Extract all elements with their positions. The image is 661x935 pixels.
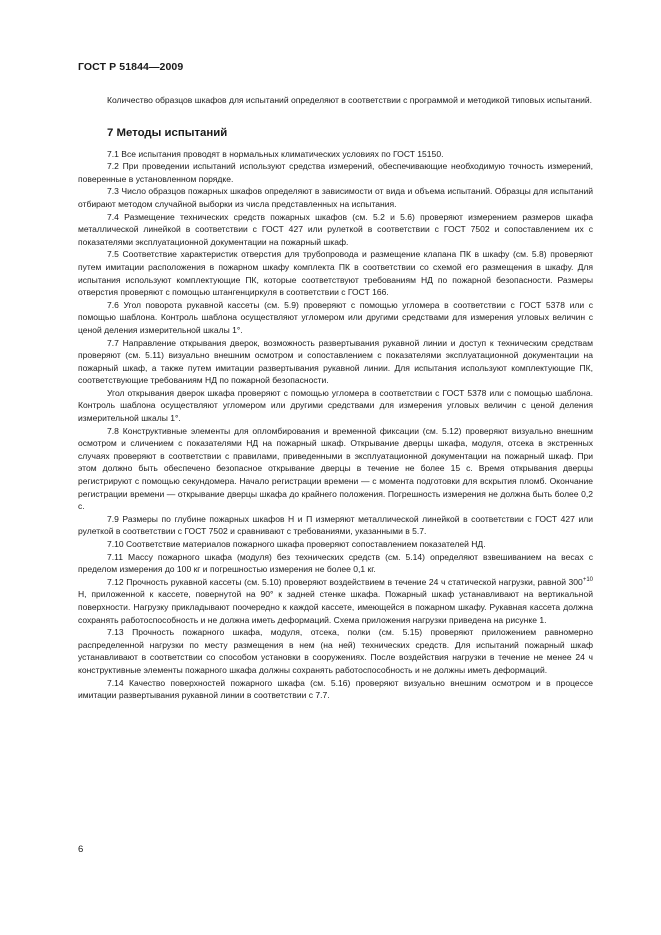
paragraph-7-5: 7.5 Соответствие характеристик отверстия для трубопровода и размещение клапана ПК в шкафу (см. 5.8) проверяют путем имитации расположения в пожарном шкафу комплекта ПК в соответствии со схемой его размещения в шкафу. Для испытания используют комплектующие ПК, которые соответствуют требованиям НД по пожарной безопасности. Размеры отверстия проверяют с помощью штангенциркуля в соответствии с ГОСТ 166. [78, 249, 593, 298]
paragraph-7-2: 7.2 При проведении испытаний используют средства измерений, обеспечивающие необходимую точность измерений, поверенные в установленном порядке. [78, 161, 593, 184]
paragraph-7-9: 7.9 Размеры по глубине пожарных шкафов Н и П измеряют металлической линейкой в соответствии с ГОСТ 427 или рулеткой в соответствии с ГОСТ 7502 и сравнивают с требованиями, указанными в 5.7. [78, 513, 593, 537]
paragraph-7-1: 7.1 Все испытания проводят в нормальных климатических условиях по ГОСТ 15150. [107, 148, 444, 159]
paragraph-7-3: 7.3 Число образцов пожарных шкафов определяют в зависимости от вида и объема испытаний. Образцы для испытаний отбирают методом случайной выборки из числа представленных на испытания. [78, 186, 593, 209]
paragraph-7-6: 7.6 Угол поворота рукавной кассеты (см. 5.9) проверяют с помощью угломера в соответствии с ГОСТ 5378 или с помощью шаблона. Контроль шаблона осуществляют угломером или другими средствами для измерения угловых величин с ценой деления измерительной шкалы 1°. [78, 299, 593, 335]
paragraph-7-7-continued: Угол открывания дверок шкафа проверяют с помощью угломера в соответствии с ГОСТ 5378 или с помощью шаблона. Контроль шаблона осуществляют угломером или другими средствами для измерения угловых величин с ценой деления измерительной шкалы 1°. [78, 387, 593, 424]
paragraph-7-8: 7.8 Конструктивные элементы для опломбирования и временной фиксации (см. 5.12) проверяют визуально внешним осмотром и сличением с показателями НД на пожарный шкаф. Открывание дверцы шкафа, модуля, отсека в экстренных случаях проверяют в соответствии с правилами, приведенными в эксплуатационной документации на пожарный шкаф. При этом должно быть обеспечено безопасное открывание дверцы в течение не более 15 с. Время открывания дверцы регистрируют с помощью секундомера. Начало регистрации времени — с момента подготовки для вскрытия пломб. Окончание регистрации времени — открывание дверцы шкафа до крайнего положения. Погрешность измерения не должна быть более 0,2 с. [78, 425, 593, 512]
paragraph-7-10: 7.10 Соответствие материалов пожарного шкафа проверяют сопоставлением показателей НД. [107, 539, 486, 549]
paragraph-7-7: 7.7 Направление открывания дверок, возможность развертывания рукавной линии и доступ к техническим средствам проверяют (см. 5.11) визуально внешним осмотром и сопоставлением с показателями эксплуатационной документации на пожарный шкаф, а также путем имитации развертывания рукавной линии. Для испытания используют комплектующие ПК, соответствующие требованиям НД по пожарной безопасности. [78, 337, 593, 386]
paragraph-7-12-end: Н, приложенной к кассете, повернутой на 90° к задней стенке шкафа. Пожарный шкаф устанавливают на вертикальной поверхности. Нагрузку прикладывают поочередно к каждой кассете, имеющейся в пожарном шкафу. Рукавная кассета должна сохранять работоспособность и не должна иметь деформаций. Схема приложения нагрузки приведена на рисунке 1. [78, 589, 593, 625]
paragraph-7-13: 7.13 Прочность пожарного шкафа, модуля, отсека, полки (см. 5.15) проверяют приложением равномерно распределенной нагрузки по месту размещения в нем (на ней) технических средств. Для испытаний пожарный шкаф устанавливают в соответствии со способом установки в сооружениях. После воздействия нагрузки в течение не менее 24 ч конструктивные элементы пожарного шкафа должны сохранять работоспособность и не должны иметь деформаций. [78, 627, 593, 675]
section-title: 7 Методы испытаний [107, 126, 228, 139]
document-header: ГОСТ Р 51844—2009 [78, 61, 184, 73]
intro-paragraph: Количество образцов шкафов для испытаний определяют в соответствии с программой и методикой типовых испытаний. [107, 95, 593, 105]
paragraph-7-12 [78, 576, 593, 626]
page-number: 6 [78, 844, 84, 855]
paragraph-7-12-start: 7.12 Прочность рукавной кассеты (см. 5.10) проверяют воздействием в течение 24 ч статической нагрузки, равной 300 [107, 576, 583, 587]
tolerance-superscript: +10 [582, 576, 593, 583]
paragraph-7-11: 7.11 Массу пожарного шкафа (модуля) без технических средств (см. 5.14) определяют взвешиванием на весах с пределом измерения до 100 кг и погрешностью измерения не более 0,1 кг. [78, 551, 593, 575]
paragraph-7-4: 7.4 Размещение технических средств пожарных шкафов (см. 5.2 и 5.6) проверяют измерением размеров шкафа металлической линейкой в соответствии с ГОСТ 427 или рулеткой в соответствии с ГОСТ 7502 и сопоставлением их с показателями эксплуатационной документации на пожарный шкаф. [78, 211, 593, 247]
paragraph-7-14: 7.14 Качество поверхностей пожарного шкафа (см. 5.16) проверяют визуально внешним осмотром и в процессе имитации развертывания рукавной линии в соответствии с 7.7. [78, 677, 593, 701]
document-body [78, 94, 593, 702]
